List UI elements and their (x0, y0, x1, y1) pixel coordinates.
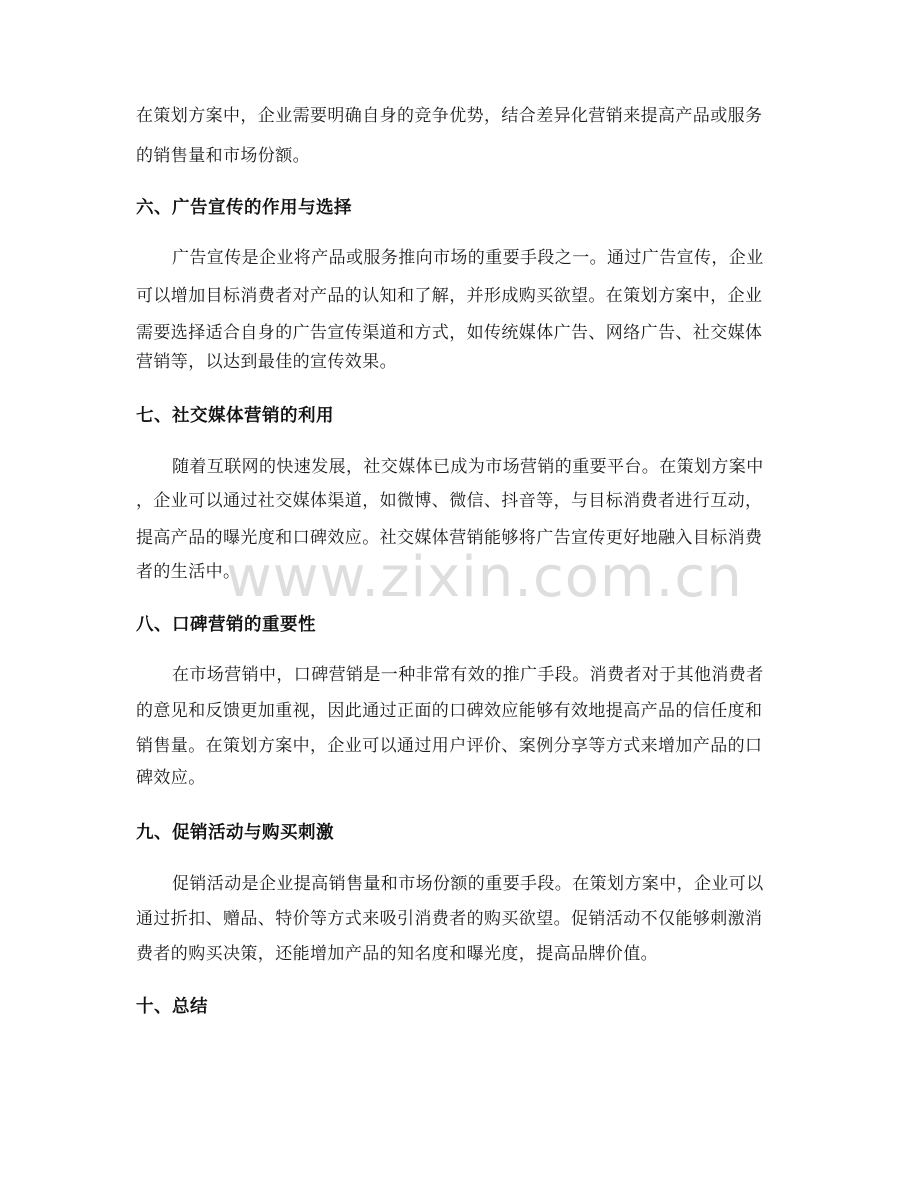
paragraph-line: ，企业可以通过社交媒体渠道，如微博、微信、抖音等，与目标消费者进行互动， (136, 491, 763, 511)
paragraph-line: 随着互联网的快速发展，社交媒体已成为市场营销的重要平台。在策划方案中 (172, 457, 764, 477)
paragraph-line: 碑效应。 (136, 768, 206, 788)
paragraph-line: 广告宣传是企业将产品或服务推向市场的重要手段之一。通过广告宣传，企业 (172, 248, 764, 268)
paragraph-line: 者的生活中。 (136, 562, 241, 582)
intro-line: 的销售量和市场份额。 (136, 146, 310, 166)
intro-line: 在策划方案中，企业需要明确自身的竞争优势，结合差异化营销来提高产品或服务 (136, 106, 763, 126)
paragraph-line: 在市场营销中，口碑营销是一种非常有效的推广手段。消费者对于其他消费者 (172, 665, 764, 685)
paragraph-line: 需要选择适合自身的广告宣传渠道和方式，如传统媒体广告、网络广告、社交媒体 (136, 323, 763, 343)
section-heading-8: 八、口碑营销的重要性 (136, 615, 316, 635)
section-heading-6: 六、广告宣传的作用与选择 (136, 198, 352, 218)
section-heading-9: 九、促销活动与购买刺激 (136, 823, 334, 843)
paragraph-line: 提高产品的曝光度和口碑效应。社交媒体营销能够将广告宣传更好地融入目标消费 (136, 528, 763, 548)
paragraph-line: 的意见和反馈更加重视，因此通过正面的口碑效应能够有效地提高产品的信任度和 (136, 701, 763, 721)
paragraph-line: 营销等，以达到最佳的宣传效果。 (136, 352, 397, 372)
section-heading-7: 七、社交媒体营销的利用 (136, 406, 334, 426)
section-heading-10: 十、总结 (136, 997, 208, 1017)
paragraph-line: 通过折扣、赠品、特价等方式来吸引消费者的购买欲望。促销活动不仅能够刺激消 (136, 909, 763, 929)
watermark-text: www.zixin.com.cn (226, 545, 743, 610)
paragraph-line: 销售量。在策划方案中，企业可以通过用户评价、案例分享等方式来增加产品的口 (136, 736, 763, 756)
paragraph-line: 促销活动是企业提高销售量和市场份额的重要手段。在策划方案中，企业可以 (172, 874, 764, 894)
paragraph-line: 可以增加目标消费者对产品的认知和了解，并形成购买欲望。在策划方案中，企业 (136, 286, 763, 306)
paragraph-line: 费者的购买决策，还能增加产品的知名度和曝光度，提高品牌价值。 (136, 944, 658, 964)
